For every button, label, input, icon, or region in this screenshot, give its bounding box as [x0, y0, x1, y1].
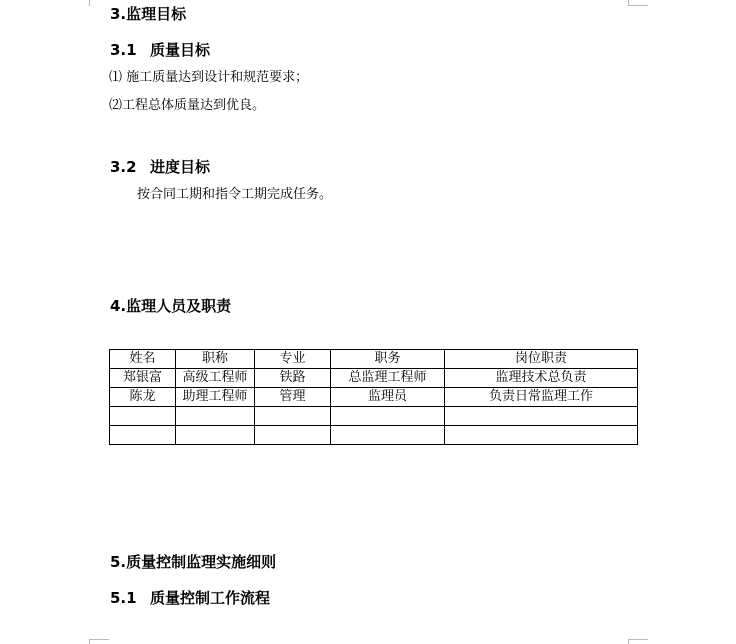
page-corner-mark — [628, 639, 648, 640]
page-corner-mark — [89, 639, 109, 640]
table-cell: 铁路 — [255, 369, 331, 388]
table-row — [110, 388, 638, 407]
table-cell: 助理工程师 — [176, 388, 255, 407]
table-cell — [110, 407, 176, 426]
header-duties: 岗位职责 — [445, 350, 638, 369]
table-cell — [176, 407, 255, 426]
quality-item-2: ⑵工程总体质量达到优良。 — [109, 98, 266, 113]
section-5-1-heading — [110, 588, 270, 608]
page-corner-mark — [628, 639, 629, 644]
table-cell: 管理 — [255, 388, 331, 407]
table-cell — [255, 426, 331, 445]
table-cell: 负责日常监理工作 — [445, 388, 638, 407]
section-5-1-title: 质量控制工作流程 — [150, 589, 271, 607]
table-cell — [445, 426, 638, 445]
section-3-2-heading — [110, 157, 210, 177]
header-name: 姓名 — [110, 350, 176, 369]
section-5-1-number: 5.1 — [110, 589, 137, 607]
section-5-heading: 5.质量控制监理实施细则 — [110, 553, 277, 571]
progress-text: 按合同工期和指令工期完成任务。 — [137, 187, 333, 202]
table-cell — [255, 407, 331, 426]
table-cell — [331, 426, 445, 445]
table-cell: 陈龙 — [110, 388, 176, 407]
header-title: 职称 — [176, 350, 255, 369]
table-cell: 高级工程师 — [176, 369, 255, 388]
table-row — [110, 369, 638, 388]
quality-item-1: ⑴ 施工质量达到设计和规范要求； — [109, 70, 309, 85]
section-4-heading: 4.监理人员及职责 — [110, 297, 232, 315]
section-3-1-heading — [110, 40, 210, 60]
page-corner-mark — [89, 639, 90, 644]
table-cell: 监理技术总负责 — [445, 369, 638, 388]
staff-table — [109, 349, 638, 445]
table-cell: 监理员 — [331, 388, 445, 407]
header-specialty: 专业 — [255, 350, 331, 369]
section-3-2-title: 进度目标 — [150, 158, 211, 176]
table-cell: 总监理工程师 — [331, 369, 445, 388]
table-row — [110, 407, 638, 426]
page-corner-mark — [89, 0, 90, 6]
table-row — [110, 426, 638, 445]
table-cell — [445, 407, 638, 426]
header-position: 职务 — [331, 350, 445, 369]
table-cell — [110, 426, 176, 445]
page-corner-mark — [628, 5, 648, 6]
table-cell: 郑银富 — [110, 369, 176, 388]
section-3-1-title: 质量目标 — [150, 41, 211, 59]
table-cell — [176, 426, 255, 445]
section-3-2-number: 3.2 — [110, 158, 137, 176]
section-3-heading: 3.监理目标 — [110, 5, 187, 23]
table-header-row — [110, 350, 638, 369]
table-cell — [331, 407, 445, 426]
section-3-1-number: 3.1 — [110, 41, 137, 59]
